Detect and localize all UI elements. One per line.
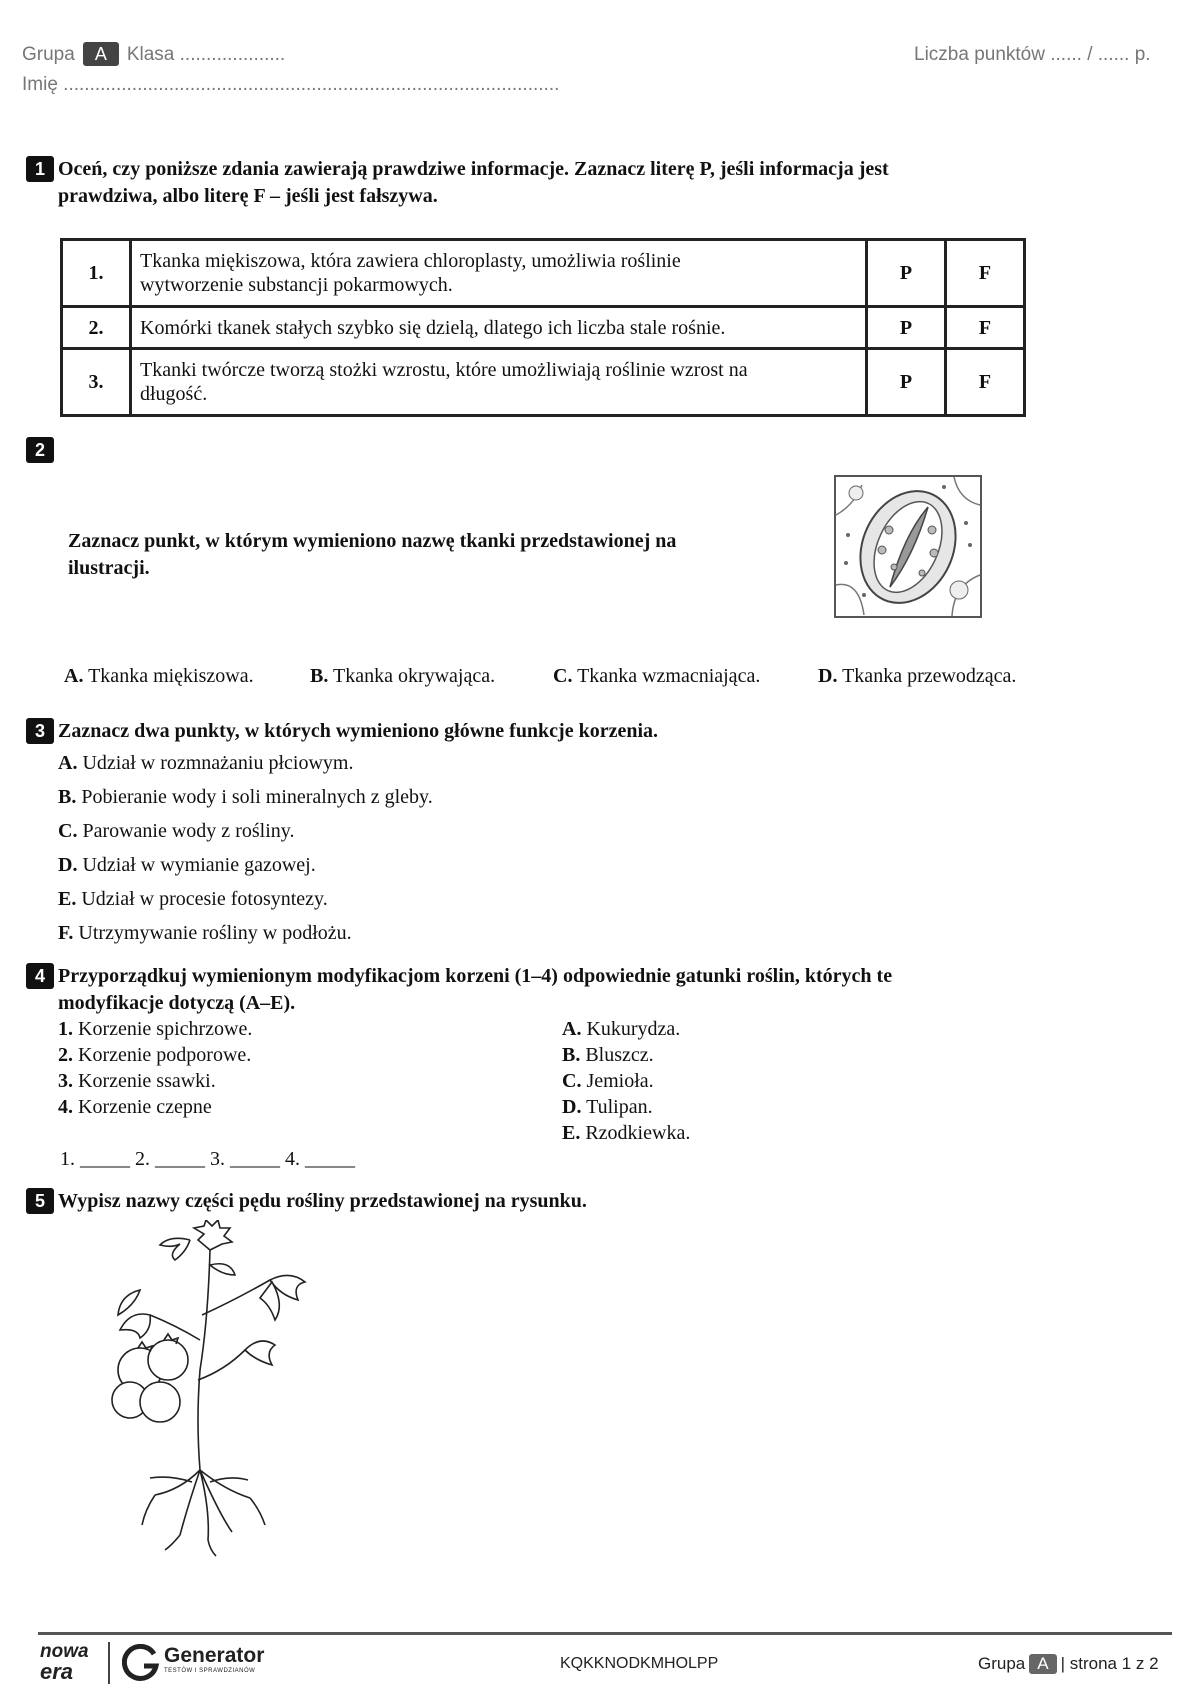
option-letter: C. [553, 665, 573, 687]
item-letter: 4. [58, 1096, 73, 1118]
match-right-b [562, 1042, 654, 1068]
statement-text: Tkanki twórcze tworzą stożki wzrostu, które umożliwiają roślinie wzrost na [140, 359, 748, 381]
group-line [22, 42, 285, 66]
option-b[interactable] [310, 665, 495, 688]
false-option[interactable]: F [946, 307, 1025, 349]
question-2-text [68, 528, 676, 582]
statement-text: Tkanka miękiszowa, która zawiera chloroplasty, umożliwia roślinie [140, 250, 681, 272]
table-row [62, 349, 1025, 416]
footer-divider [38, 1632, 1172, 1635]
match-left-1 [58, 1016, 252, 1042]
group-badge: A [83, 42, 119, 66]
footer-group-label: Grupa [978, 1654, 1026, 1673]
true-false-table [60, 238, 1026, 417]
match-right-c [562, 1068, 654, 1094]
option-c[interactable] [58, 818, 294, 844]
statement: Komórki tkanek stałych szybko się dzielą, dlatego ich liczba stale rośnie. [131, 307, 867, 349]
option-letter: D. [58, 854, 78, 876]
option-letter: B. [310, 665, 329, 687]
table-row [62, 240, 1025, 307]
question-3 [26, 718, 658, 745]
answer-blanks[interactable]: 1. _____ 2. _____ 3. _____ 4. _____ [60, 1148, 355, 1170]
true-option[interactable]: P [867, 349, 946, 416]
option-text: Udział w procesie fotosyntezy. [81, 888, 328, 910]
item-letter: C. [562, 1070, 582, 1092]
item-text: Korzenie ssawki. [78, 1070, 216, 1092]
option-a[interactable] [58, 750, 353, 776]
question-4 [26, 963, 892, 1017]
item-letter: 1. [58, 1018, 73, 1040]
item-letter: 3. [58, 1070, 73, 1092]
item-letter: B. [562, 1044, 581, 1066]
row-number: 1. [62, 240, 131, 307]
option-letter: C. [58, 820, 78, 842]
option-text: Tkanka okrywająca. [332, 665, 496, 687]
option-a[interactable] [64, 665, 254, 688]
group-label: Grupa [22, 44, 75, 65]
option-letter: B. [58, 786, 77, 808]
true-option[interactable]: P [867, 307, 946, 349]
option-letter: D. [818, 665, 838, 687]
item-text: Korzenie spichrzowe. [78, 1018, 253, 1040]
item-text: Korzenie podporowe. [78, 1044, 252, 1066]
question-text: Przyporządkuj wymienionym modyfikacjom korzeni (1–4) odpowiednie gatunki roślin, których te [58, 965, 893, 987]
option-text: Udział w rozmnażaniu płciowym. [82, 752, 354, 774]
question-text: Wypisz nazwy części pędu rośliny przedstawionej na rysunku. [58, 1190, 587, 1212]
tomato-plant-illustration [60, 1220, 320, 1560]
item-letter: 2. [58, 1044, 73, 1066]
statement-text-cont: wytworzenie substancji pokarmowych. [140, 274, 453, 296]
row-number: 3. [62, 349, 131, 416]
option-e[interactable] [58, 886, 328, 912]
match-right-d [562, 1094, 653, 1120]
option-text: Tkanka wzmacniająca. [577, 665, 761, 687]
item-text: Jemioła. [586, 1070, 654, 1092]
question-text-cont: ilustracji. [68, 557, 150, 579]
false-option[interactable]: F [946, 240, 1025, 307]
match-right-e [562, 1120, 690, 1146]
question-text: Zaznacz dwa punkty, w których wymieniono główne funkcje korzenia. [58, 720, 659, 742]
option-letter: F. [58, 922, 74, 944]
option-text: Utrzymywanie rośliny w podłożu. [78, 922, 352, 944]
option-letter: E. [58, 888, 77, 910]
logo-subtext: TESTÓW I SPRAWDZIANÓW [164, 1668, 256, 1674]
question-number: 2 [26, 437, 54, 463]
statement-text-cont: długość. [140, 383, 208, 405]
item-text: Bluszcz. [585, 1044, 654, 1066]
option-text: Tkanka przewodząca. [842, 665, 1017, 687]
footer-page-info [978, 1654, 1159, 1674]
option-d[interactable] [58, 852, 316, 878]
question-text: Zaznacz punkt, w którym wymieniono nazwę tkanki przedstawionej na [68, 530, 677, 552]
logo-text-generator: Generator [164, 1644, 265, 1667]
item-text: Korzenie czepne [78, 1096, 212, 1118]
document-code: KQKKNODKMHOLPP [560, 1655, 719, 1672]
points-field: Liczba punktów ...... / ...... p. [914, 44, 1151, 65]
item-letter: E. [562, 1122, 581, 1144]
generator-g-icon [122, 1644, 160, 1682]
question-text: Oceń, czy poniższe zdania zawierają prawdziwe informacje. Zaznacz literę P, jeśli informacja jest [58, 158, 889, 180]
statement [131, 240, 867, 307]
option-letter: A. [58, 752, 78, 774]
item-letter: A. [562, 1018, 582, 1040]
question-number: 1 [26, 156, 54, 182]
option-d[interactable] [818, 665, 1016, 688]
option-c[interactable] [553, 665, 760, 688]
option-b[interactable] [58, 784, 433, 810]
option-text: Pobieranie wody i soli mineralnych z gleby. [81, 786, 433, 808]
question-text-cont: modyfikacje dotyczą (A–E). [58, 992, 296, 1014]
item-text: Tulipan. [586, 1096, 653, 1118]
generator-logo-text [164, 1644, 264, 1674]
question-number: 4 [26, 963, 54, 989]
item-text: Rzodkiewka. [585, 1122, 691, 1144]
option-f[interactable] [58, 920, 352, 946]
question-number: 3 [26, 718, 54, 744]
match-left-3 [58, 1068, 216, 1094]
question-number: 5 [26, 1188, 54, 1214]
footer-group-badge: A [1029, 1654, 1056, 1674]
class-field: Klasa .................... [126, 44, 286, 65]
logo-text-nowa: nowa [40, 1641, 89, 1662]
logo-divider [108, 1642, 110, 1684]
option-text: Udział w wymianie gazowej. [82, 854, 316, 876]
false-option[interactable]: F [946, 349, 1025, 416]
stoma-illustration [834, 475, 982, 618]
item-text: Kukurydza. [586, 1018, 681, 1040]
question-text-cont: prawdziwa, albo literę F – jeśli jest fałszywa. [58, 185, 438, 207]
question-5 [26, 1188, 587, 1215]
nowa-era-logo [40, 1642, 96, 1682]
name-field: Imię .............................................................................................. [22, 74, 560, 95]
item-letter: D. [562, 1096, 582, 1118]
question-1 [26, 156, 889, 210]
true-option[interactable]: P [867, 240, 946, 307]
statement [131, 349, 867, 416]
option-letter: A. [64, 665, 84, 687]
page-number: | strona 1 z 2 [1060, 1654, 1159, 1673]
match-right-a [562, 1016, 680, 1042]
option-text: Tkanka miękiszowa. [88, 665, 254, 687]
row-number: 2. [62, 307, 131, 349]
option-text: Parowanie wody z rośliny. [82, 820, 295, 842]
table-row [62, 307, 1025, 349]
match-left-4 [58, 1094, 212, 1120]
logo-text-era: era [40, 1659, 74, 1684]
match-left-2 [58, 1042, 251, 1068]
question-2-number [26, 437, 58, 463]
